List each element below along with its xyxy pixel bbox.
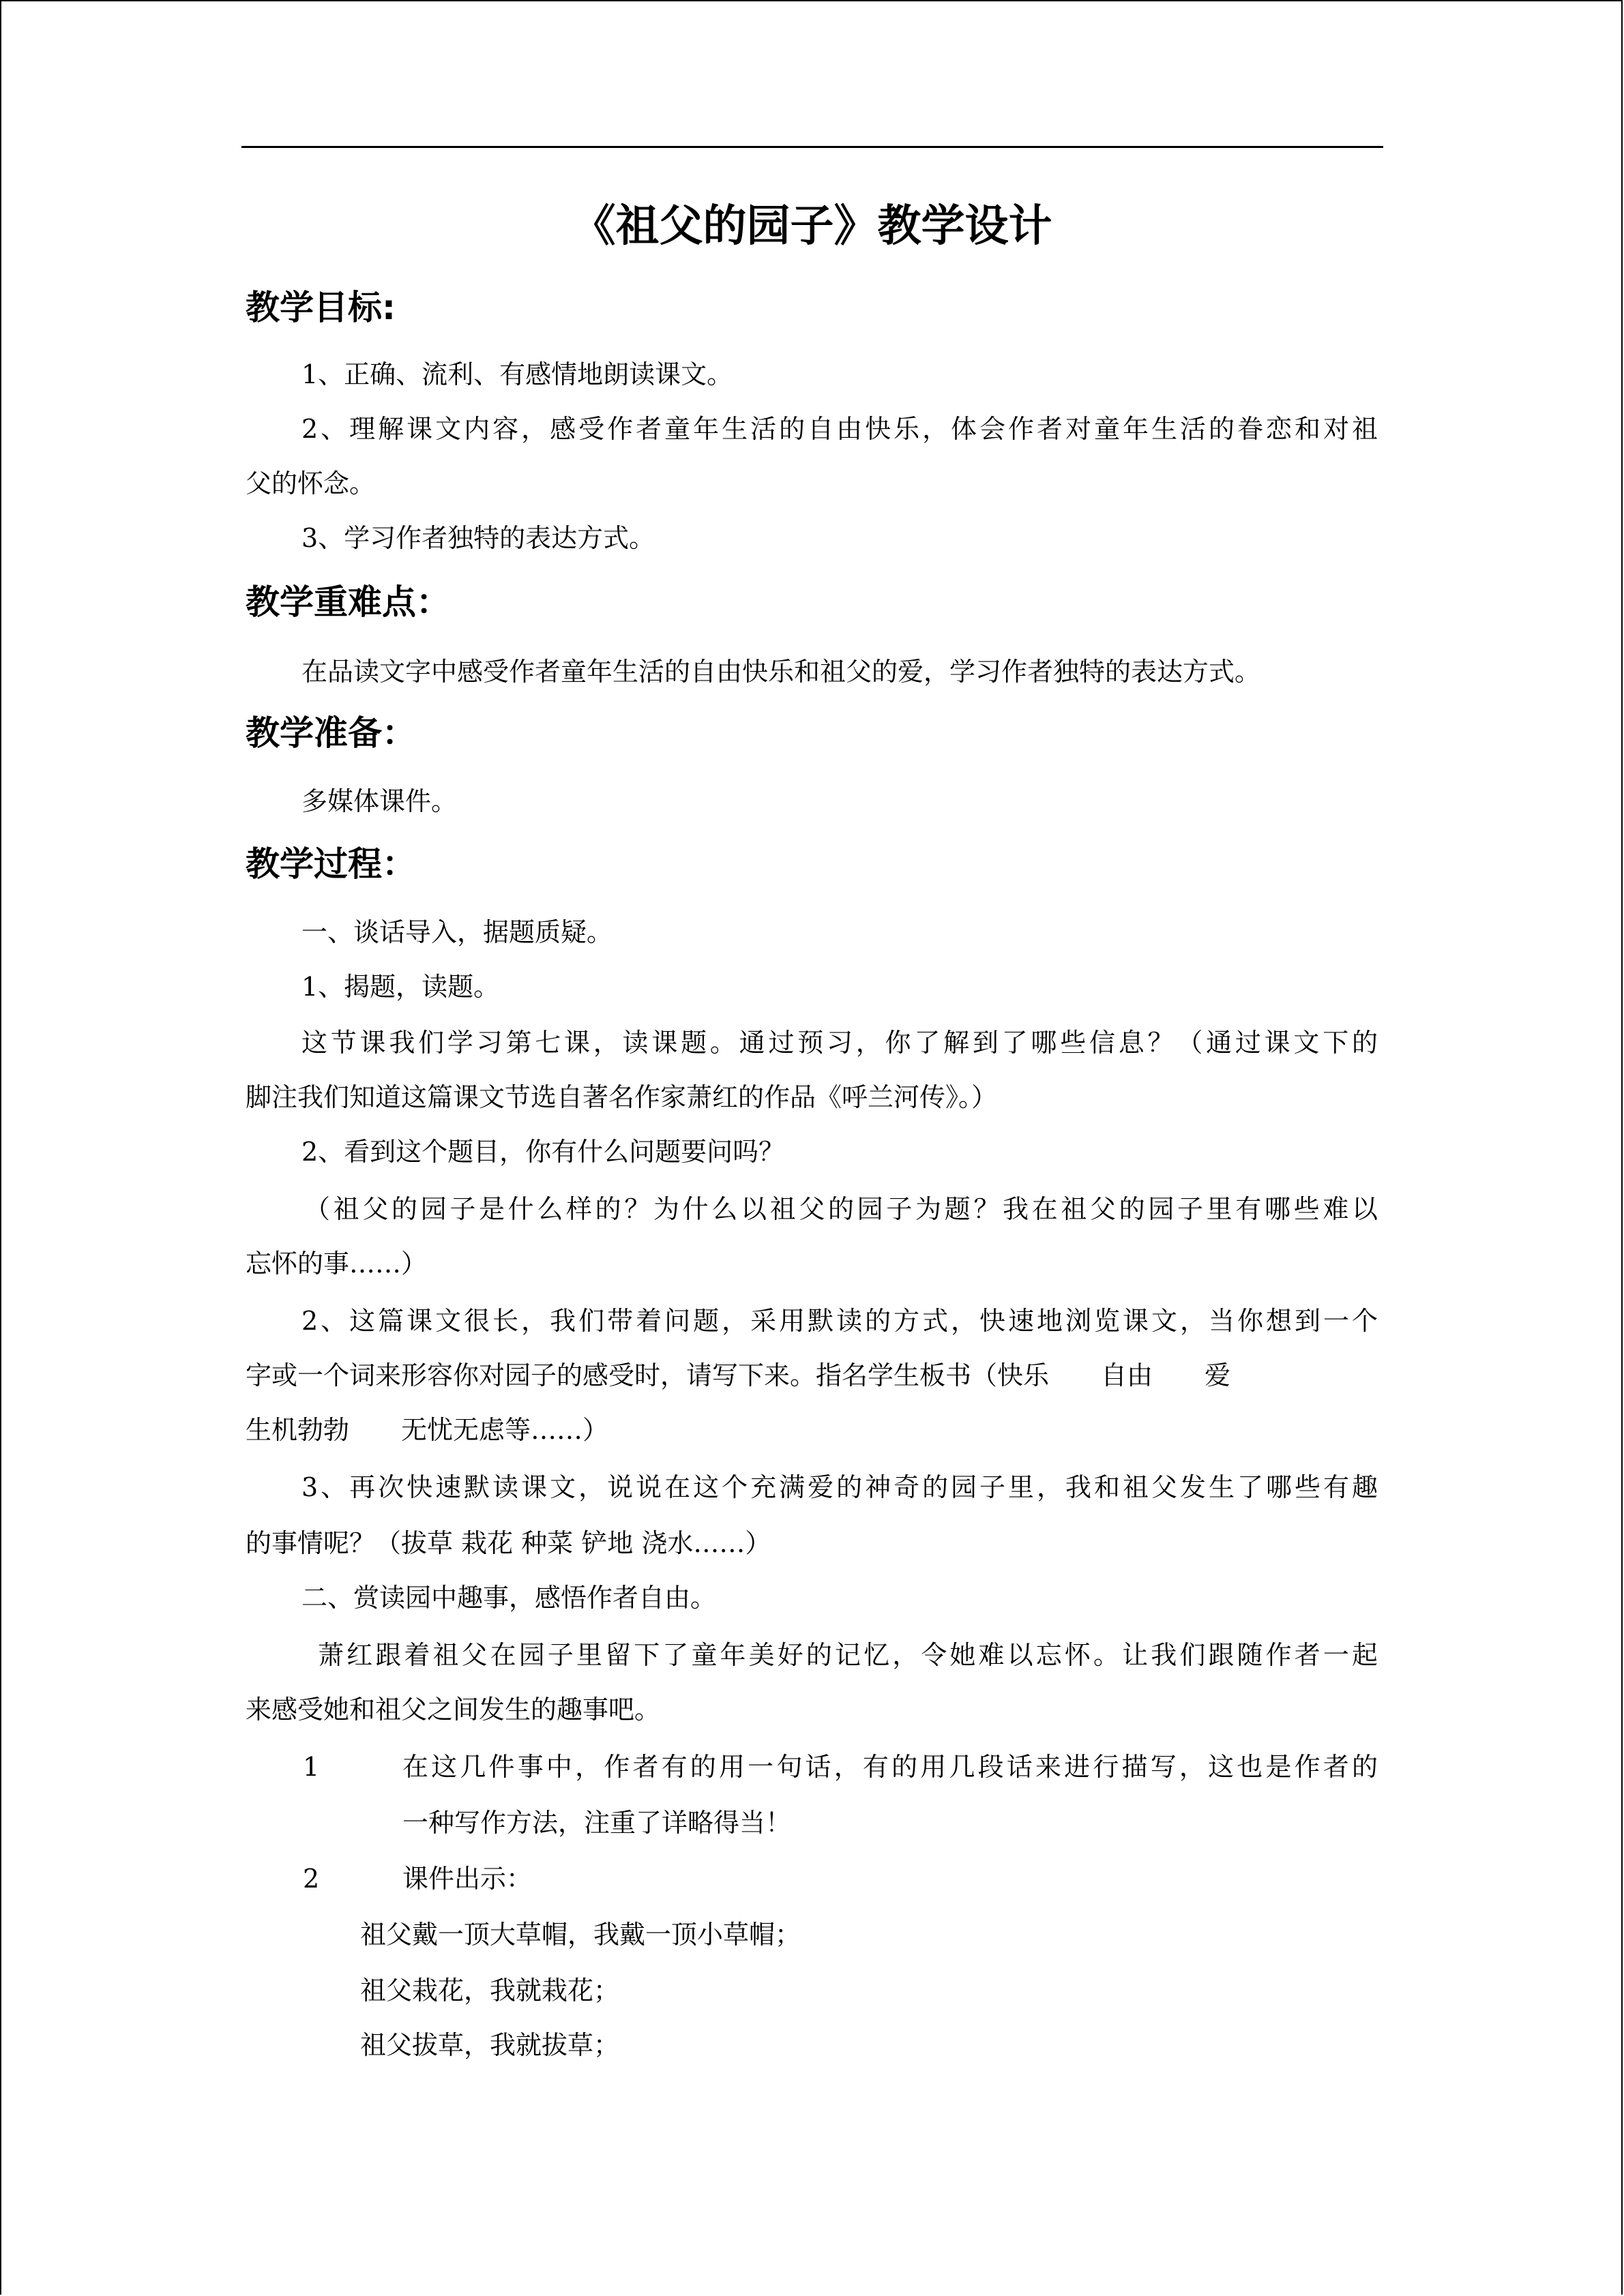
process-line: 来感受她和祖父之间发生的趣事吧。: [246, 1695, 661, 1725]
heading-goals: 教学目标:: [246, 288, 396, 327]
process-line: 2、这篇课文很长，我们带着问题，采用默读的方式，快速地浏览课文，当你想到一个: [301, 1306, 1378, 1336]
process-line: 二、赏读园中趣事，感悟作者自由。: [301, 1583, 717, 1613]
process-line: 忘怀的事……）: [246, 1249, 428, 1279]
numbered-item-number: 1: [303, 1752, 320, 1782]
quote-line: 祖父戴一顶大草帽，我戴一顶小草帽；: [360, 1920, 801, 1950]
process-line: 1、揭题，读题。: [301, 972, 500, 1002]
header-rule: [241, 146, 1383, 148]
process-line: 2、看到这个题目，你有什么问题要问吗？: [301, 1137, 785, 1167]
numbered-item-number: 2: [303, 1864, 320, 1894]
heading-keypoints: 教学重难点：: [246, 582, 450, 622]
process-line: 一、谈话导入，据题质疑。: [301, 917, 613, 947]
goal-1: 1、正确、流利、有感情地朗读课文。: [301, 359, 733, 389]
heading-prep: 教学准备：: [246, 713, 416, 753]
process-line: （祖父的园子是什么样的？为什么以祖父的园子为题？我在祖父的园子里有哪些难以: [304, 1194, 1378, 1224]
goal-3: 3、学习作者独特的表达方式。: [301, 523, 655, 553]
process-line: 的事情呢？（拔草 栽花 种菜 铲地 浇水……）: [246, 1528, 771, 1558]
quote-line: 祖父栽花，我就栽花；: [360, 1976, 620, 2006]
process-line: 这节课我们学习第七课，读课题。通过预习，你了解到了哪些信息？（通过课文下的: [301, 1028, 1378, 1058]
process-line: 萧红跟着祖父在园子里留下了童年美好的记忆，令她难以忘怀。让我们跟随作者一起: [318, 1640, 1378, 1670]
keypoints-text: 在品读文字中感受作者童年生活的自由快乐和祖父的爱，学习作者独特的表达方式。: [301, 657, 1261, 687]
numbered-item-text: 一种写作方法，注重了详略得当！: [402, 1808, 792, 1838]
quote-line: 祖父拔草，我就拔草；: [360, 2030, 620, 2060]
process-line: 脚注我们知道这篇课文节选自著名作家萧红的作品《呼兰河传》。）: [246, 1082, 998, 1112]
document-title: 《祖父的园子》教学设计: [572, 201, 1052, 252]
process-line: 字或一个词来形容你对园子的感受时，请写下来。指名学生板书（快乐 自由 爱: [246, 1360, 1231, 1390]
goal-2: 2、理解课文内容，感受作者童年生活的自由快乐，体会作者对童年生活的眷恋和对祖: [301, 414, 1378, 444]
process-line: 3、再次快速默读课文，说说在这个充满爱的神奇的园子里，我和祖父发生了哪些有趣: [301, 1472, 1378, 1502]
process-line: 生机勃勃 无忧无虑等……）: [246, 1415, 609, 1445]
numbered-item-text: 课件出示：: [402, 1864, 533, 1894]
goal-2-cont: 父的怀念。: [246, 468, 376, 498]
heading-process: 教学过程：: [246, 844, 416, 884]
numbered-item-text: 在这几件事中，作者有的用一句话，有的用几段话来进行描写，这也是作者的: [402, 1752, 1378, 1782]
prep-text: 多媒体课件。: [301, 786, 458, 816]
